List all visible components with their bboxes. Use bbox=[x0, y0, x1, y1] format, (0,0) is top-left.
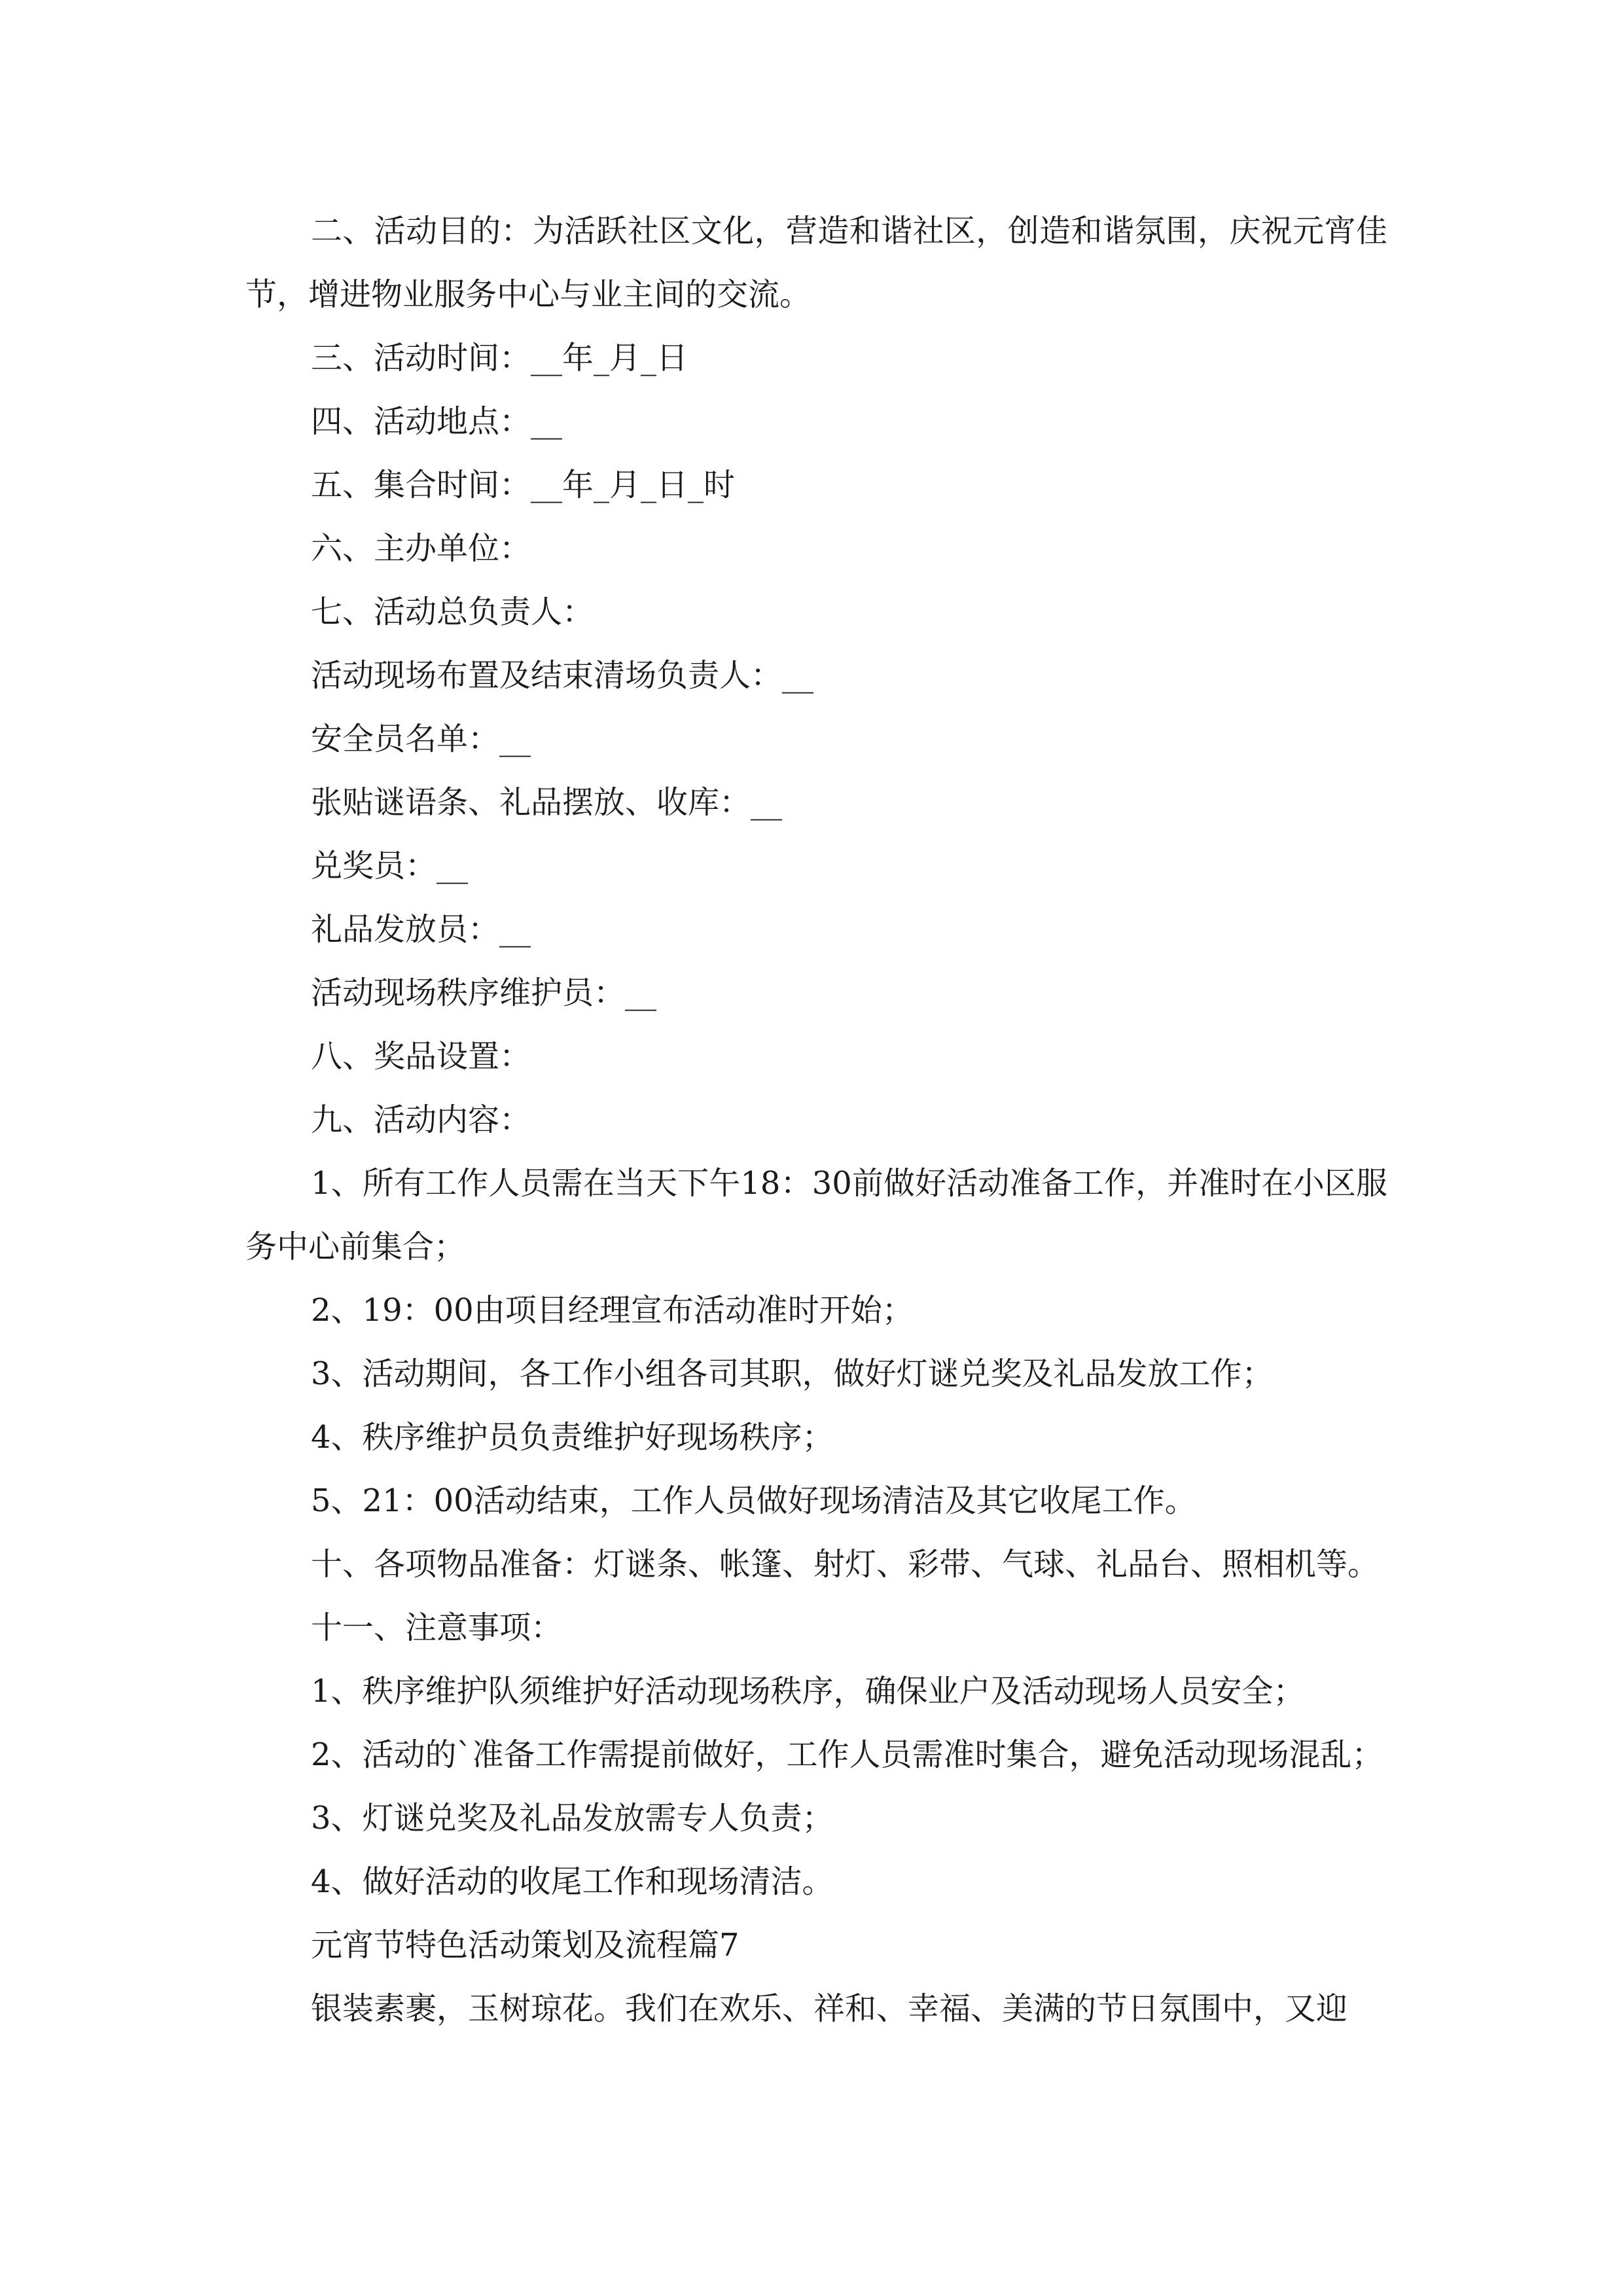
paragraph-note-4: 4、做好活动的收尾工作和现场清洁。 bbox=[311, 1863, 834, 1900]
paragraph-time: 三、活动时间：__年_月_日 bbox=[311, 340, 688, 376]
paragraph-setup-lead: 活动现场布置及结束清场负责人：__ bbox=[311, 657, 814, 694]
paragraph-note-3: 3、灯谜兑奖及礼品发放需专人负责； bbox=[311, 1800, 834, 1837]
paragraph-assembly-time: 五、集合时间：__年_月_日_时 bbox=[311, 467, 736, 503]
paragraph-content-4: 4、秩序维护员负责维护好现场秩序； bbox=[311, 1419, 834, 1456]
paragraph-content-3: 3、活动期间，各工作小组各司其职，做好灯谜兑奖及礼品发放工作； bbox=[311, 1355, 1274, 1392]
section-title: 元宵节特色活动策划及流程篇7 bbox=[311, 1927, 740, 1964]
paragraph-content-5: 5、21：00活动结束，工作人员做好现场清洁及其它收尾工作。 bbox=[311, 1482, 1196, 1519]
paragraph-organizer: 六、主办单位： bbox=[311, 530, 531, 567]
paragraph-content-heading: 九、活动内容： bbox=[311, 1102, 531, 1138]
paragraph-content-2: 2、19：00由项目经理宣布活动准时开始； bbox=[311, 1292, 914, 1329]
paragraph-purpose: 二、活动目的：为活跃社区文化，营造和谐社区，创造和谐氛围，庆祝元宵佳节，增进物业服务中心与业主间的交流。 bbox=[245, 213, 1387, 313]
paragraph-notes-heading: 十一、注意事项： bbox=[311, 1609, 563, 1646]
paragraph-note-1: 1、秩序维护队须维护好活动现场秩序，确保业户及活动现场人员安全； bbox=[311, 1673, 1305, 1710]
paragraph-location: 四、活动地点：__ bbox=[311, 403, 563, 440]
paragraph-order-staff: 活动现场秩序维护员：__ bbox=[311, 975, 657, 1011]
paragraph-intro: 银装素裹，玉树琼花。我们在欢乐、祥和、幸福、美满的节日氛围中，又迎 bbox=[311, 1990, 1348, 2027]
paragraph-safety-staff: 安全员名单：__ bbox=[311, 721, 531, 757]
paragraph-riddle-posting: 张贴谜语条、礼品摆放、收库：__ bbox=[311, 784, 783, 821]
paragraph-note-2: 2、活动的`准备工作需提前做好，工作人员需准时集合，避免活动现场混乱； bbox=[311, 1736, 1383, 1773]
paragraph-content-1: 1、所有工作人员需在当天下午18：30前做好活动准备工作，并准时在小区服务中心前集合； bbox=[245, 1165, 1387, 1265]
paragraph-gift-staff: 礼品发放员：__ bbox=[311, 911, 531, 948]
paragraph-materials: 十、各项物品准备：灯谜条、帐篷、射灯、彩带、气球、礼品台、照相机等。 bbox=[311, 1546, 1380, 1583]
document-body bbox=[245, 200, 1387, 2041]
paragraph-prizes: 八、奖品设置： bbox=[311, 1038, 531, 1075]
paragraph-prize-staff: 兑奖员：__ bbox=[311, 848, 469, 884]
paragraph-leader: 七、活动总负责人： bbox=[311, 594, 594, 630]
